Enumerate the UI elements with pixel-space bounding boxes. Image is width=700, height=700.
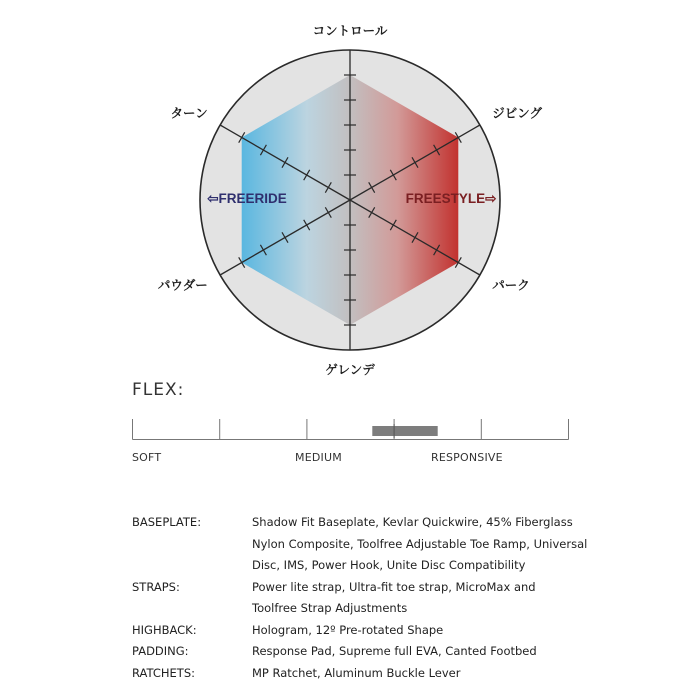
spec-row-ratchets bbox=[132, 663, 592, 685]
radar-axis-label: コントロール bbox=[312, 23, 388, 38]
spec-row-straps bbox=[132, 577, 592, 620]
spec-line: Hologram, 12º Pre-rotated Shape bbox=[252, 622, 444, 637]
spec-line: MP Ratchet, Aluminum Buckle Lever bbox=[252, 665, 461, 680]
radar-axis-label: ターン bbox=[170, 105, 208, 121]
flex-scale bbox=[120, 410, 580, 450]
spec-line: Power lite strap, Ultra-fit toe strap, MicroMax and bbox=[252, 579, 536, 594]
spec-key: BASEPLATE: bbox=[132, 515, 202, 529]
spec-line: Shadow Fit Baseplate, Kevlar Quickwire, 45% Fiberglass bbox=[252, 515, 573, 529]
spec-values bbox=[252, 641, 592, 663]
spec-row-highback bbox=[132, 620, 592, 642]
spec-values bbox=[252, 663, 592, 685]
freestyle-label: FREESTYLE⇨ bbox=[405, 191, 497, 206]
spec-line: Response Pad, Supreme full EVA, Canted Footbed bbox=[252, 644, 537, 658]
radar-axis-label: ゲレンデ bbox=[325, 362, 375, 377]
spec-values bbox=[252, 620, 592, 642]
spec-key: HIGHBACK: bbox=[132, 622, 197, 637]
spec-row-padding bbox=[132, 641, 592, 663]
flex-label-medium: MEDIUM bbox=[295, 451, 342, 464]
flex-label-soft: SOFT bbox=[132, 451, 162, 464]
flex-range-bar bbox=[372, 426, 437, 436]
flex-label-responsive: RESPONSIVE bbox=[431, 451, 503, 464]
spec-line: Toolfree Strap Adjustments bbox=[252, 601, 408, 615]
spec-key: PADDING: bbox=[132, 644, 189, 658]
spec-row-baseplate bbox=[132, 512, 592, 577]
freeride-label: ⇦FREERIDE bbox=[207, 191, 287, 206]
radar-axis-label: パウダー bbox=[157, 277, 208, 293]
flex-ticks bbox=[133, 419, 569, 440]
spec-values bbox=[252, 577, 592, 620]
spec-table bbox=[132, 512, 592, 684]
spec-line: Nylon Composite, Toolfree Adjustable Toe Ramp, Universal bbox=[252, 536, 588, 551]
spec-line: Disc, IMS, Power Hook, Unite Disc Compatibility bbox=[252, 558, 526, 572]
spec-key: RATCHETS: bbox=[132, 665, 195, 680]
radar-axis-label: ジビング bbox=[492, 105, 542, 121]
flex-title: FLEX: bbox=[132, 380, 185, 400]
spec-key: STRAPS: bbox=[132, 579, 180, 594]
spec-values bbox=[252, 512, 592, 577]
radar-axis-label: パーク bbox=[492, 277, 530, 293]
